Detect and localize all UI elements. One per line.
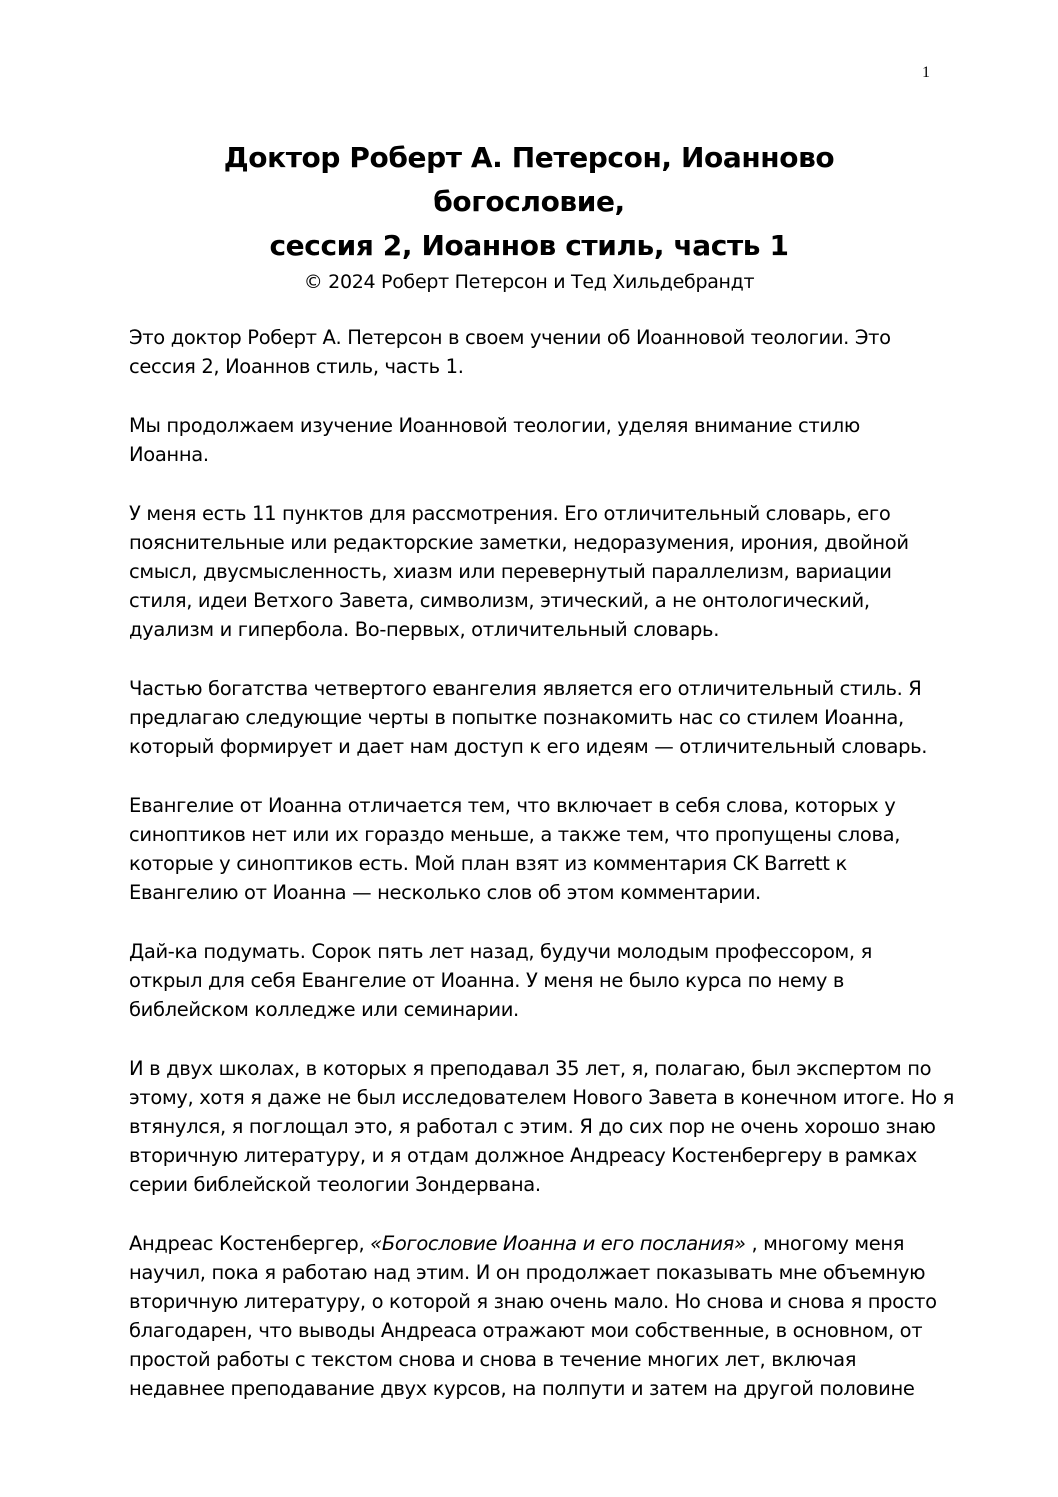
text-line: стиля, идеи Ветхого Завета, символизм, этический, а не онтологический,: [129, 589, 870, 612]
text-line: Частью богатства четвертого евангелия является его отличительный стиль. Я: [129, 677, 922, 700]
copyright-line: © 2024 Роберт Петерсон и Тед Хильдебрандт: [303, 271, 755, 293]
title-line-2: богословие,: [433, 185, 625, 218]
text-line: Евангелию от Иоанна — несколько слов об этом комментарии.: [129, 881, 761, 904]
text-line: У меня есть 11 пунктов для рассмотрения. Его отличительный словарь, его: [129, 502, 891, 525]
text-line: синоптиков нет или их гораздо меньше, а также тем, что пропущены слова,: [129, 823, 901, 846]
paragraph-7: [129, 1054, 954, 1199]
text-line: библейском колледже или семинарии.: [129, 998, 519, 1021]
text-line: Иоанна.: [129, 443, 209, 466]
text-line: пояснительные или редакторские заметки, недоразумения, ирония, двойной: [129, 531, 909, 554]
text-line: который формирует и дает нам доступ к его идеям — отличительный словарь.: [129, 735, 928, 758]
text-line: Это доктор Роберт А. Петерсон в своем учении об Иоанновой теологии. Это: [129, 326, 891, 349]
text-fragment: , многому меня: [745, 1232, 905, 1255]
paragraph-1: [129, 323, 909, 381]
text-line: смысл, двусмысленность, хиазм или перевернутый параллелизм, вариации: [129, 560, 892, 583]
text-line: Мы продолжаем изучение Иоанновой теологии, уделяя внимание стилю: [129, 414, 860, 437]
text-line: простой работы с текстом снова и снова в течение многих лет, включая: [129, 1348, 857, 1371]
paragraph-8: [129, 1229, 937, 1403]
text-line: которые у синоптиков есть. Мой план взят из комментария CK Barrett к: [129, 852, 847, 875]
text-line: вторичную литературу, о которой я знаю очень мало. Но снова и снова я просто: [129, 1290, 937, 1313]
title-block: [0, 136, 1058, 296]
text-line: Дай-ка подумать. Сорок пять лет назад, будучи молодым профессором, я: [129, 940, 872, 963]
body-text: [129, 323, 954, 1433]
text-line: Евангелие от Иоанна отличается тем, что включает в себя слова, которых у: [129, 794, 896, 817]
text-line: недавнее преподавание двух курсов, на полпути и затем на другой половине: [129, 1377, 915, 1400]
paragraph-5: [129, 791, 909, 907]
text-line: этому, хотя я даже не был исследователем Нового Завета в конечном итоге. Но я: [129, 1086, 954, 1109]
text-fragment: Андреас Костенбергер,: [129, 1232, 371, 1255]
text-line: благодарен, что выводы Андреаса отражают мои собственные, в основном, от: [129, 1319, 923, 1342]
paragraph-2: [129, 411, 909, 469]
title-line-1: Доктор Роберт А. Петерсон, Иоанново: [223, 141, 835, 174]
text-line: сессия 2, Иоаннов стиль, часть 1.: [129, 355, 464, 378]
text-line: втянулся, я поглощал это, я работал с этим. Я до сих пор не очень хорошо знаю: [129, 1115, 936, 1138]
text-line: открыл для себя Евангелие от Иоанна. У меня не было курса по нему в: [129, 969, 845, 992]
text-line: серии библейской теологии Зондервана.: [129, 1173, 541, 1196]
text-line: И в двух школах, в которых я преподавал 35 лет, я, полагаю, был экспертом по: [129, 1057, 932, 1080]
book-title: «Богословие Иоанна и его послания»: [370, 1232, 746, 1255]
paragraph-6: [129, 937, 909, 1024]
title-line-3: сессия 2, Иоаннов стиль, часть 1: [269, 229, 789, 262]
paragraph-4: [129, 674, 928, 761]
text-line: научил, пока я работаю над этим. И он продолжает показывать мне объемную: [129, 1261, 926, 1284]
page-number: 1: [922, 64, 930, 81]
text-line: вторичную литературу, и я отдам должное Андреасу Костенбергеру в рамках: [129, 1144, 917, 1167]
text-line-with-book-title: [129, 1229, 909, 1258]
paragraph-3: [129, 499, 909, 644]
text-line: предлагаю следующие черты в попытке познакомить нас со стилем Иоанна,: [129, 706, 904, 729]
text-line: дуализм и гипербола. Во-первых, отличительный словарь.: [129, 618, 720, 641]
